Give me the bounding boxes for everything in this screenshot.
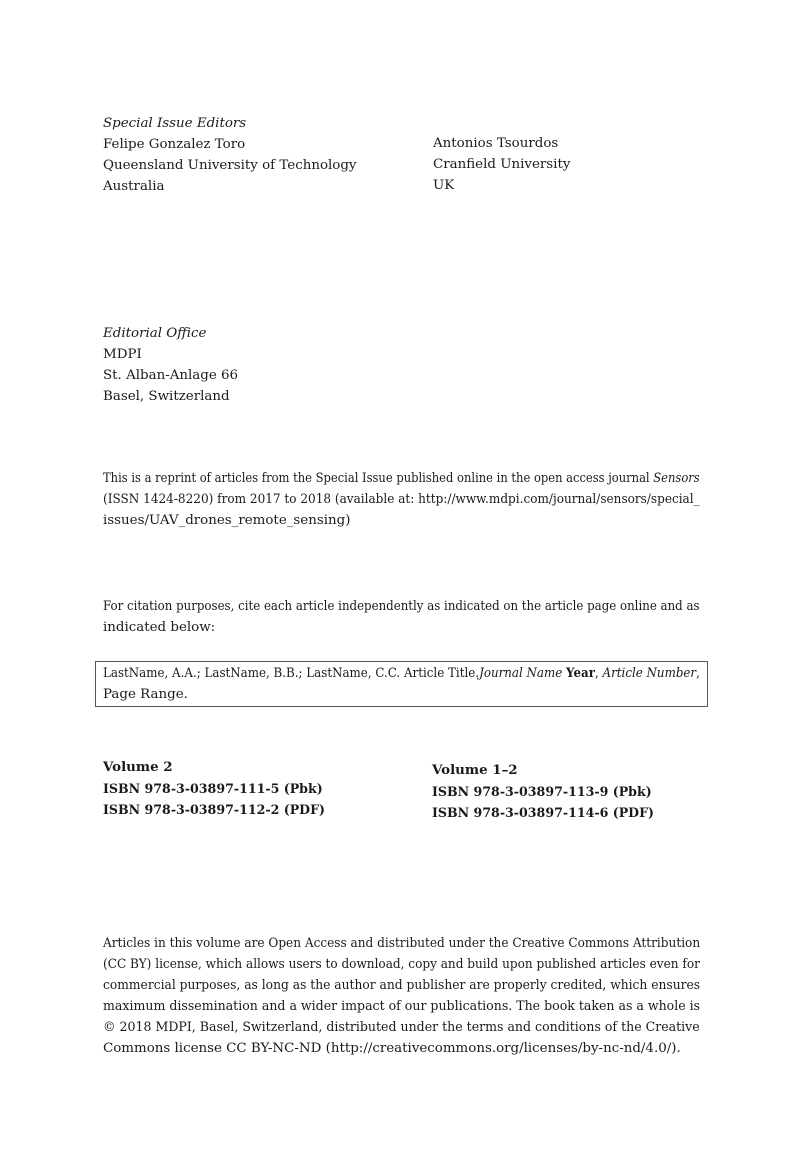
citation-end: , bbox=[696, 666, 700, 681]
citation-journal: Journal Name bbox=[479, 666, 563, 681]
citation-intro-line-1: For citation purposes, cite each article independently as indicated on the article page online and as bbox=[103, 599, 700, 614]
editor2-affiliation: Cranfield University bbox=[433, 157, 571, 172]
office-name: MDPI bbox=[103, 347, 142, 362]
license-paragraph bbox=[103, 933, 700, 1059]
license-line: © 2018 MDPI, Basel, Switzerland, distributed under the terms and conditions of the Creative bbox=[103, 1020, 700, 1035]
volume-left bbox=[103, 757, 325, 820]
license-line: maximum dissemination and a wider impact of our publications. The book taken as a whole is bbox=[103, 999, 701, 1014]
citation-format-line-2: Page Range. bbox=[103, 687, 188, 702]
office-heading: Editorial Office bbox=[103, 326, 207, 341]
citation-intro bbox=[103, 596, 700, 638]
office-street: St. Alban-Anlage 66 bbox=[103, 368, 239, 383]
editors-block-right bbox=[433, 133, 570, 196]
citation-format-box bbox=[95, 661, 708, 707]
citation-article-number: Article Number bbox=[602, 666, 697, 681]
volume-right-isbn-print: ISBN 978-3-03897-113-9 (Pbk) bbox=[432, 784, 652, 799]
license-line: (CC BY) license, which allows users to download, copy and build upon published articles even for bbox=[103, 957, 700, 972]
editorial-office-block bbox=[103, 323, 238, 407]
license-line: commercial purposes, as long as the author and publisher are properly credited, which ensures bbox=[103, 978, 701, 993]
citation-year: Year bbox=[566, 665, 595, 681]
editor2-name: Antonios Tsourdos bbox=[433, 136, 559, 151]
reprint-line-3: issues/UAV_drones_remote_sensing) bbox=[103, 513, 351, 528]
office-city: Basel, Switzerland bbox=[103, 389, 230, 404]
citation-format-line-1 bbox=[103, 663, 700, 684]
citation-journal-part bbox=[479, 663, 700, 684]
editor2-country: UK bbox=[433, 178, 455, 193]
reprint-notice bbox=[103, 468, 700, 531]
volume-left-title: Volume 2 bbox=[103, 759, 173, 775]
editors-block-left bbox=[103, 113, 357, 197]
editor1-affiliation: Queensland University of Technology bbox=[103, 158, 357, 173]
reprint-line-2: (ISSN 1424-8220) from 2017 to 2018 (available at: http://www.mdpi.com/journal/sensors/special_ bbox=[103, 492, 700, 507]
license-line: Commons license CC BY-NC-ND (http://creativecommons.org/licenses/by-nc-nd/4.0/). bbox=[103, 1041, 681, 1056]
citation-intro-line-2: indicated below: bbox=[103, 620, 216, 635]
reprint-line-1 bbox=[103, 468, 700, 489]
citation-sep: , bbox=[594, 666, 599, 681]
reprint-text: This is a reprint of articles from the Special Issue published online in the open access journal bbox=[103, 471, 654, 486]
editors-heading: Special Issue Editors bbox=[103, 116, 247, 131]
editor1-name: Felipe Gonzalez Toro bbox=[103, 137, 246, 152]
volume-left-isbn-pdf: ISBN 978-3-03897-112-2 (PDF) bbox=[103, 802, 325, 817]
volume-right bbox=[432, 760, 654, 823]
volume-right-title: Volume 1–2 bbox=[432, 762, 518, 778]
journal-name: Sensors bbox=[653, 471, 700, 486]
license-line: Articles in this volume are Open Access and distributed under the Creative Commons Attribution bbox=[103, 936, 701, 951]
volume-left-isbn-print: ISBN 978-3-03897-111-5 (Pbk) bbox=[103, 781, 323, 796]
volume-right-isbn-pdf: ISBN 978-3-03897-114-6 (PDF) bbox=[432, 805, 654, 820]
citation-authors: LastName, A.A.; LastName, B.B.; LastName, C.C. Article Title. bbox=[103, 666, 480, 681]
editor1-country: Australia bbox=[103, 179, 165, 194]
